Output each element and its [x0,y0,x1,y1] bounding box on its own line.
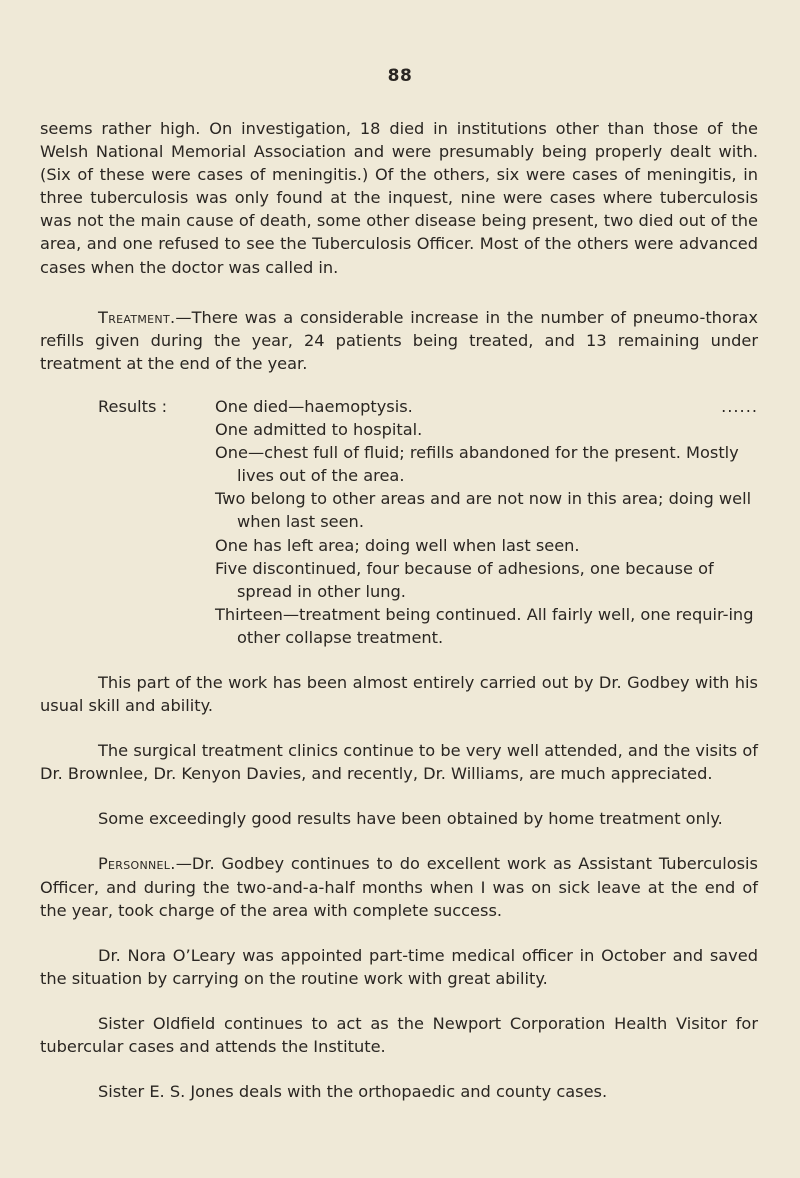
paragraph-personnel [40,852,758,921]
result-item: One admitted to hospital. [215,420,423,440]
result-item: Thirteen—treatment being continued. All fairly well, one requir-ing other collapse treatment. [215,604,754,647]
result-item: Five discontinued, four because of adhesions, one because of spread in other lung. [215,558,714,601]
paragraph-oleary: Dr. Nora O’Leary was appointed part-time medical officer in October and saved the situation by carrying on the routine work with great ability. [40,945,758,988]
paragraph-home-treatment: Some exceedingly good results have been obtained by home treatment only. [98,809,723,829]
paragraph-treatment [40,306,758,375]
result-item: One—chest full of fluid; refills abandoned for the present. Mostly lives out of the area. [215,443,739,486]
paragraph-surgical: The surgical treatment clinics continue to be very well attended, and the visits of Dr. Brownlee, Dr. Kenyon Davies, and recently, Dr. Williams, are much appreciated. [40,741,758,784]
results-list [215,395,758,649]
treatment-text: —There was a considerable increase in the number of pneumo-thorax refills given during the year, 24 patients being treated, and 13 remaining under treatment at the end of the year. [40,307,758,373]
results-label: Results : [98,396,168,416]
result-item: Two belong to other areas and are not now in this area; doing well when last seen. [215,489,752,532]
results-block [40,395,758,649]
result-item: One died—haemoptysis. [215,396,413,416]
personnel-heading: Personnel. [98,854,176,874]
results-dots: ...... [721,396,758,416]
paragraph-oldfield: Sister Oldfield continues to act as the Newport Corporation Health Visitor for tubercular cases and attends the Institute. [40,1013,758,1056]
page-content [40,117,758,1103]
page-number: 88 [387,66,413,86]
paragraph-deaths: seems rather high. On investigation, 18 died in institutions other than those of the Welsh National Memorial Association and were presumably being properly dealt with. (Six of these were cases of meningitis.) Of the others, six were cases of meningitis, in three tuberculosis was only found at the inquest, nine were cases where tuberculosis was not the main cause of death, some other disease being present, two died out of the area, and one refused to see the Tuberculosis Officer. Most of the others were advanced cases when the doctor was called in. [40,119,758,277]
personnel-text: —Dr. Godbey continues to do excellent work as Assistant Tuberculosis Officer, and during the two-and-a-half months when I was on sick leave at the end of the year, took charge of the area with complete success. [40,854,758,920]
paragraph-godbey: This part of the work has been almost entirely carried out by Dr. Godbey with his usual skill and ability. [40,672,758,716]
paragraph-jones: Sister E. S. Jones deals with the orthopaedic and county cases. [98,1082,608,1102]
treatment-heading: Treatment. [98,307,176,327]
result-item: One has left area; doing well when last seen. [215,535,580,555]
